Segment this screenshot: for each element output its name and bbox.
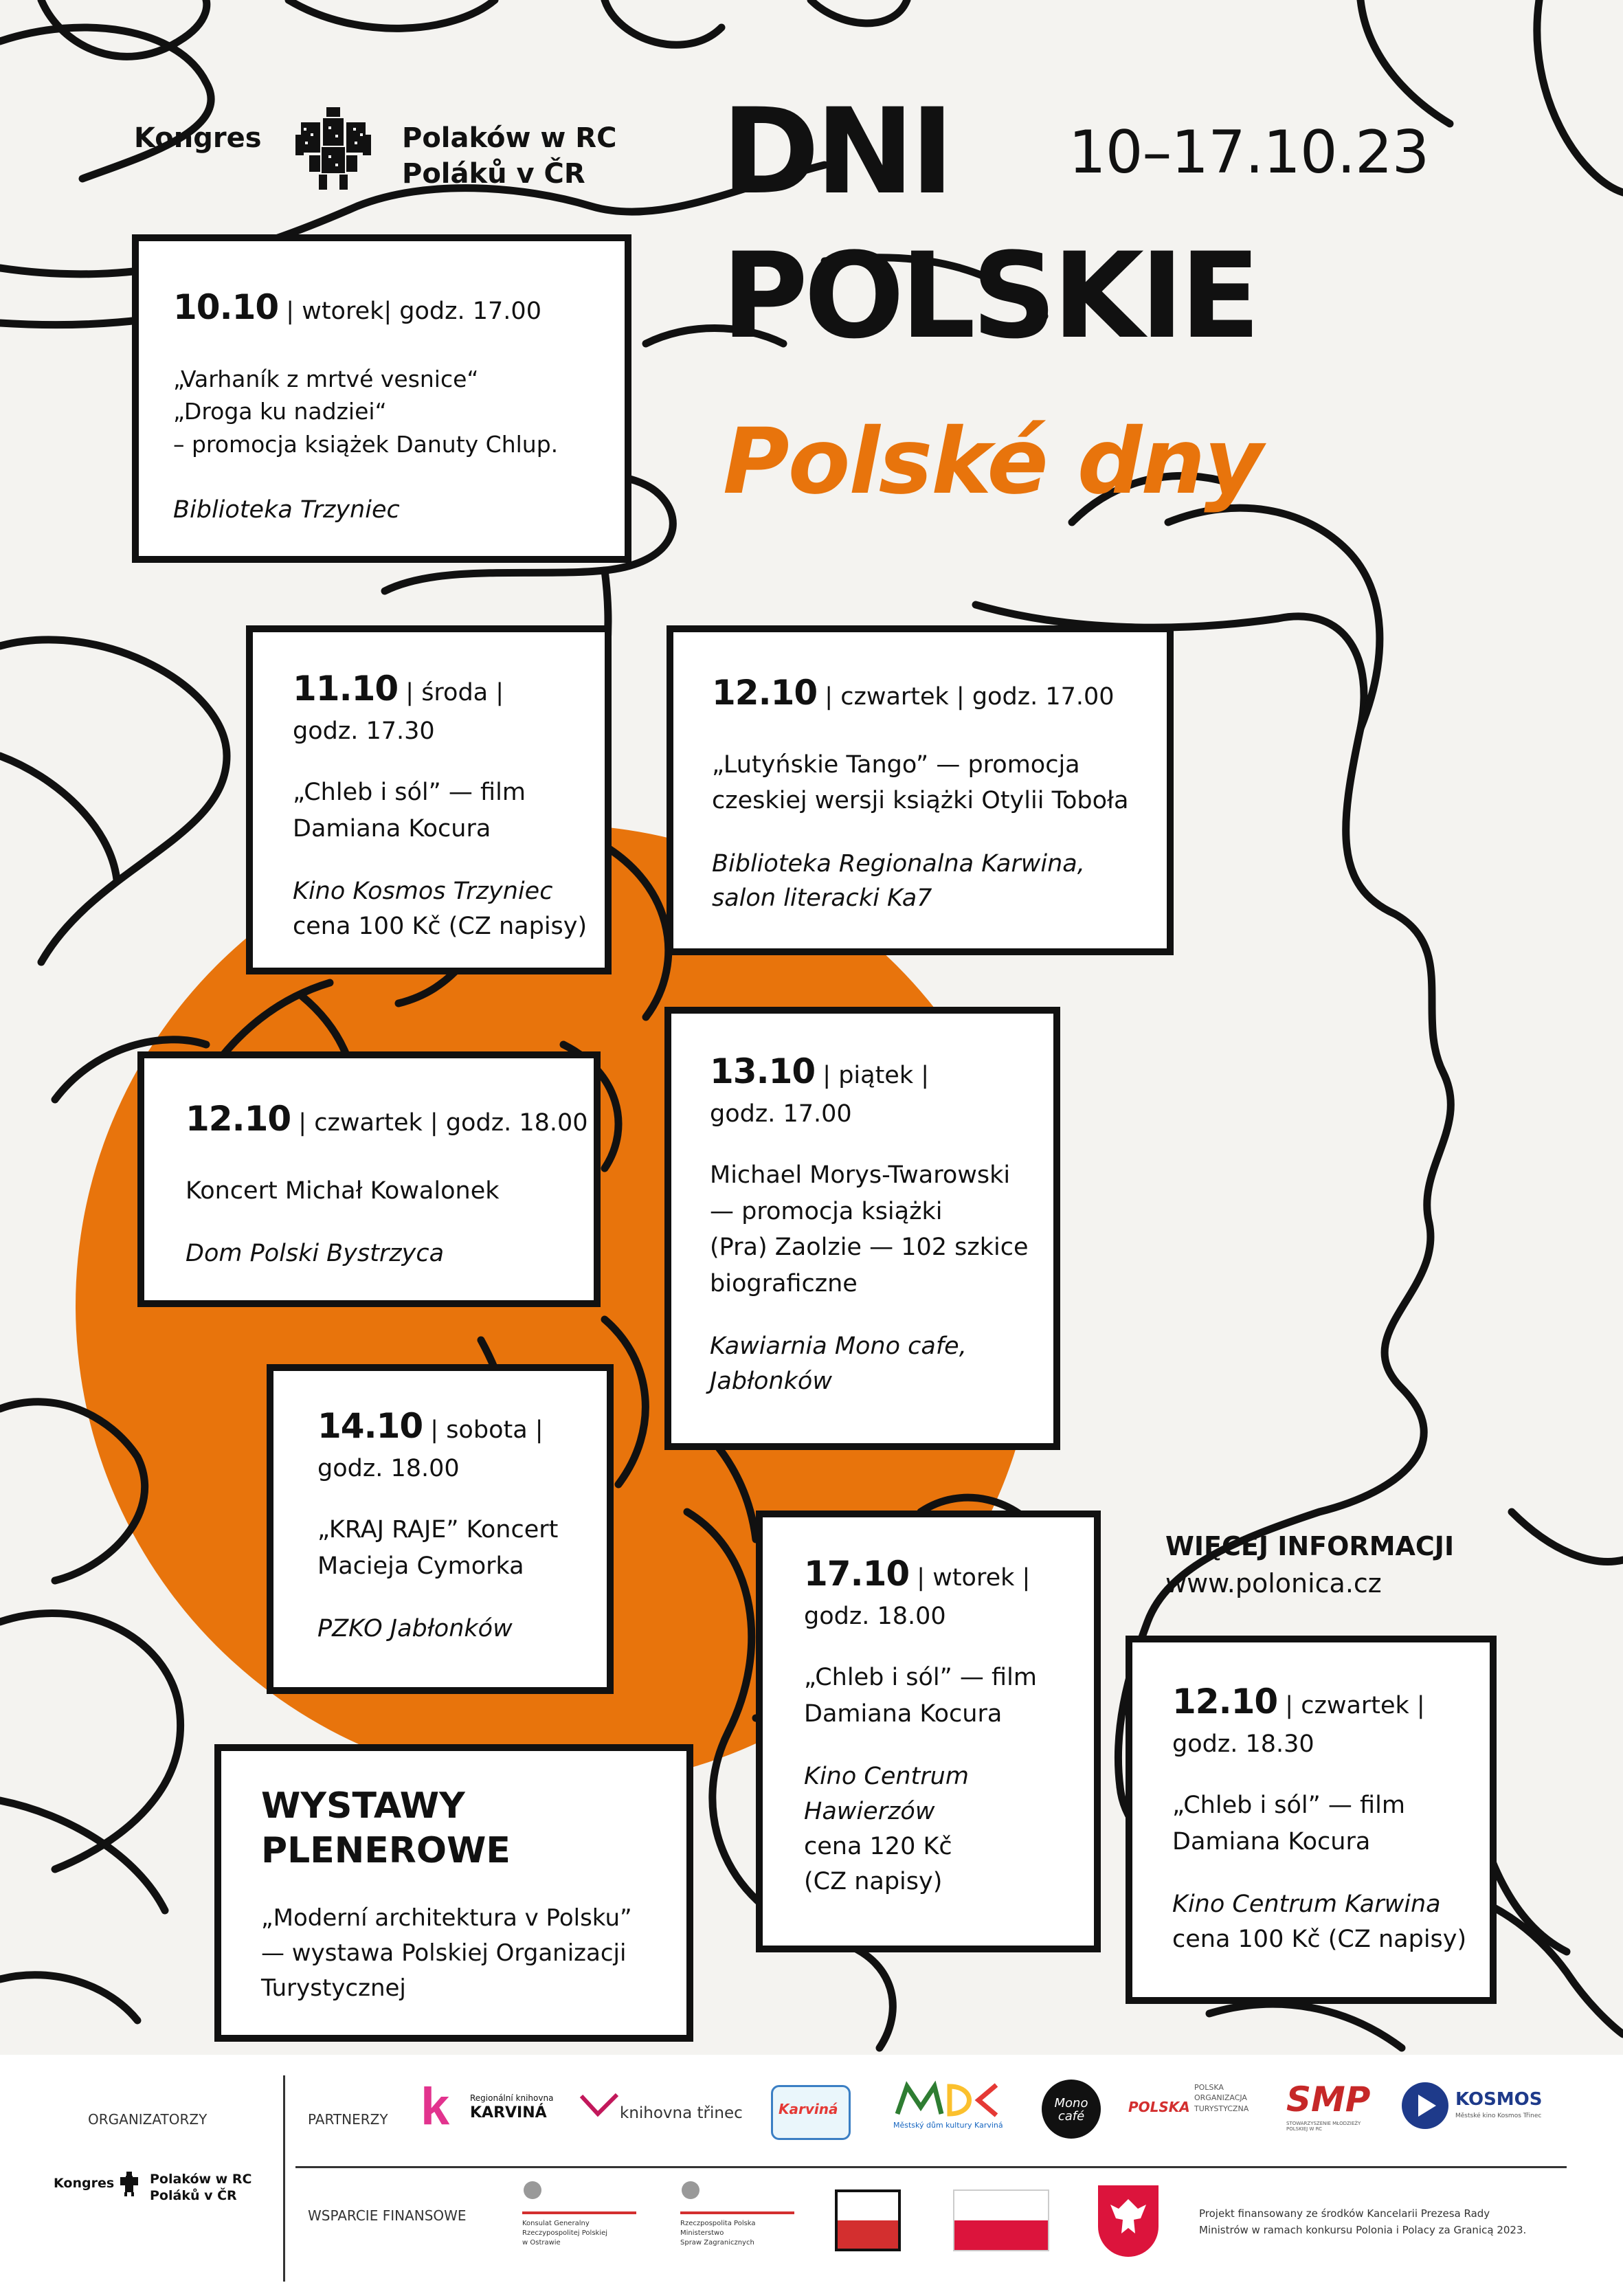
event-body-line: „Chleb i sól” — film: [804, 1664, 1037, 1692]
polish-map-flag-icon: [835, 2189, 901, 2251]
event-place: Kawiarnia Mono cafe,: [710, 1333, 967, 1361]
polish-coat-of-arms-icon: [1098, 2185, 1159, 2257]
partner-karvina2: Karviná: [779, 2101, 838, 2117]
subtitle-polske-dny: Polské dny: [723, 409, 1262, 515]
org-right-line1: Polaków w RC: [402, 122, 617, 154]
event-time: godz. 18.30: [1172, 1730, 1314, 1758]
eagle-emblem-icon: [119, 2172, 139, 2196]
partner-smp-small: STOWARZYSZENIE MŁODZIEŻY POLSKIEJ W RC: [1286, 2121, 1361, 2132]
organizers-label: ORGANIZATORZY: [88, 2111, 208, 2128]
event-body-line: Koncert Michał Kowalonek: [186, 1177, 500, 1205]
more-info-url[interactable]: www.polonica.cz: [1165, 1568, 1382, 1598]
title-polskie: POLSKIE: [721, 227, 1257, 365]
event-body-line: „Chleb i sól” — film: [1172, 1792, 1405, 1820]
partner-karvina: KARVINÁ: [470, 2104, 547, 2121]
partner-mono: Mono café: [1054, 2096, 1088, 2124]
event-body-line: (Pra) Zaolzie — 102 szkice: [710, 1234, 1029, 1262]
event-body-line: „Droga ku nadziei“: [173, 398, 387, 425]
event-meta: | czwartek |: [1277, 1692, 1425, 1719]
partner-trinec: knihovna třinec: [620, 2104, 743, 2122]
partner-kosmos-small: Městské kino Kosmos Třinec: [1455, 2113, 1542, 2119]
event-body-line: „Chleb i sól” — film: [293, 779, 526, 807]
event-body-line: Damiana Kocura: [804, 1699, 1003, 1728]
event-body-line: „Varhaník z mrtvé vesnice“: [173, 365, 479, 392]
funding-label: WSPARCIE FINANSOWE: [308, 2207, 467, 2224]
exhibition-title-line1: WYSTAWY: [261, 1785, 465, 1827]
event-date: 10.10: [173, 287, 279, 327]
event-body-line: „KRAJ RAJE” Koncert: [317, 1516, 559, 1544]
ministry-line: Ministerstwo: [680, 2229, 724, 2237]
event-body-line: „Lutyńskie Tango” — promocja: [712, 750, 1080, 779]
event-body-line: czeskiej wersji książki Otylii Toboła: [712, 787, 1129, 814]
funding-logo-consulate: [522, 2180, 639, 2262]
partner-karvina-small: Regionální knihovna: [470, 2093, 554, 2103]
event-time: godz. 18.00: [317, 1454, 460, 1482]
event-body-line: Macieja Cymorka: [317, 1552, 524, 1580]
event-place-line2: Hawierzów: [804, 1798, 935, 1825]
event-body-highlight: [159, 359, 604, 466]
partner-mdk: Městský dům kultury Karviná: [893, 2121, 1003, 2130]
event-place-line2: Jabłonków: [710, 1368, 832, 1395]
event-meta: | czwartek | godz. 18.00: [291, 1109, 588, 1137]
event-body-line: — promocja książki: [710, 1197, 943, 1225]
exhibition-body-line: — wystawa Polskiej Organizacji: [261, 1939, 627, 1967]
event-time: godz. 18.00: [804, 1602, 946, 1630]
event-date: 11.10: [293, 669, 399, 709]
eagle-emblem-icon: [680, 2180, 701, 2203]
partner-smp: SMP: [1286, 2080, 1371, 2119]
event-body-line: Damiana Kocura: [293, 814, 491, 843]
polish-flag-icon: [953, 2189, 1049, 2251]
consulate-line: w Ostrawie: [522, 2239, 561, 2247]
eagle-emblem-icon: [522, 2180, 543, 2203]
event-meta: | sobota |: [423, 1416, 544, 1444]
event-meta: | czwartek | godz. 17.00: [817, 683, 1115, 711]
event-date: 12.10: [1172, 1682, 1278, 1721]
exhibition-body-line: Turystycznej: [261, 1974, 406, 2002]
partner-kosmos: KOSMOS: [1455, 2089, 1543, 2110]
partner-logo-karvina-library: [421, 2077, 558, 2136]
event-card: [246, 625, 612, 974]
partner-logo-mono-cafe: [1042, 2080, 1101, 2139]
exhibition-body-line: „Moderní architektura v Polsku”: [261, 1904, 632, 1932]
consulate-bar: [522, 2211, 636, 2214]
org-left-text: Kongres: [134, 122, 262, 154]
event-price: cena 120 Kč: [804, 1832, 952, 1860]
ministry-line: Rzeczpospolita Polska: [680, 2220, 756, 2227]
more-info-heading: WIĘCEJ INFORMACJI: [1165, 1531, 1455, 1561]
consulate-line: Konsulat Generalny: [522, 2220, 590, 2227]
event-price-line2: (CZ napisy): [804, 1867, 943, 1895]
event-body-line: – promocja książek Danuty Chlup.: [173, 431, 559, 458]
event-place: Dom Polski Bystrzyca: [186, 1240, 445, 1267]
footer: [0, 2055, 1623, 2296]
partner-logo-mdk: [893, 2080, 1010, 2141]
ministry-line: Spraw Zagranicznych: [680, 2239, 754, 2247]
event-date: 13.10: [710, 1051, 816, 1091]
partner-logo-pot: [1128, 2082, 1266, 2137]
event-price: cena 100 Kč (CZ napisy): [293, 913, 587, 940]
karvina-k-icon: k: [421, 2077, 450, 2136]
event-place: Biblioteka Regionalna Karwina,: [712, 849, 1085, 878]
mdk-icon: [893, 2080, 1003, 2118]
partner-logo-trinec: [579, 2096, 750, 2130]
event-place: Kino Centrum Karwina: [1172, 1891, 1441, 1919]
event-card: [132, 234, 631, 563]
event-card: [267, 1364, 614, 1694]
event-place: PZKO Jabłonków: [317, 1615, 513, 1643]
event-meta: | wtorek |: [909, 1564, 1031, 1592]
event-card: [1126, 1636, 1497, 2004]
project-text-line: Ministrów w ramach konkursu Polonia i Polacy za Granicą 2023.: [1199, 2224, 1527, 2236]
consulate-line: Rzeczypospolitej Polskiej: [522, 2229, 608, 2237]
footer-org-logo: [54, 2172, 273, 2213]
partner-polska: POLSKA: [1128, 2099, 1190, 2115]
event-card: [756, 1511, 1101, 1952]
event-date: 12.10: [712, 673, 818, 713]
event-date: 14.10: [317, 1406, 423, 1446]
footer-org-right1: Polaków w RC: [150, 2172, 252, 2187]
event-card: [664, 1007, 1060, 1450]
event-place-line2: salon literacki Ka7: [712, 884, 932, 913]
footer-divider-vertical: [283, 2075, 285, 2282]
event-date: 12.10: [186, 1099, 291, 1139]
partner-logo-kosmos: [1402, 2082, 1553, 2137]
event-meta: | wtorek| godz. 17.00: [278, 298, 541, 325]
partner-logo-karvina-city: [771, 2085, 851, 2140]
event-meta: | piątek |: [815, 1062, 930, 1089]
title-dni: DNI: [721, 82, 950, 221]
funding-logo-ministry: [680, 2180, 797, 2262]
project-text-line: Projekt finansowany ze środków Kancelarii Prezesa Rady: [1199, 2207, 1490, 2220]
org-right-line2: Poláků v ČR: [402, 158, 585, 190]
kosmos-play-icon: [1402, 2082, 1448, 2129]
partner-logo-smp: [1286, 2082, 1376, 2137]
ministry-bar: [680, 2211, 794, 2214]
event-date: 17.10: [804, 1554, 910, 1594]
event-price: cena 100 Kč (CZ napisy): [1172, 1926, 1467, 1953]
title-dates: 10–17.10.23: [1068, 118, 1429, 187]
footer-divider-horizontal: [295, 2166, 1567, 2168]
event-card: [667, 625, 1174, 955]
eagle-emblem-icon: [295, 107, 371, 193]
event-card: [137, 1051, 601, 1307]
footer-org-right2: Poláků v ČR: [150, 2188, 237, 2203]
event-body-line: Michael Morys-Twarowski: [710, 1161, 1011, 1190]
event-meta: | środa |: [398, 679, 504, 706]
event-body-line: Damiana Kocura: [1172, 1827, 1371, 1855]
partner-pot: POLSKA ORGANIZACJA TURYSTYCZNA: [1194, 2083, 1249, 2113]
event-place: Kino Centrum: [804, 1763, 969, 1791]
footer-org-left: Kongres: [54, 2176, 115, 2191]
event-body-line: biograficzne: [710, 1269, 858, 1297]
event-place: Biblioteka Trzyniec: [173, 496, 400, 524]
partners-label: PARTNERZY: [308, 2111, 388, 2128]
exhibition-card: [214, 1744, 693, 2042]
event-place: Kino Kosmos Trzyniec: [293, 878, 553, 906]
event-time: godz. 17.30: [293, 717, 435, 745]
event-time: godz. 17.00: [710, 1100, 852, 1128]
trinec-v-icon: [579, 2092, 620, 2119]
exhibition-title-line2: PLENEROWE: [261, 1830, 511, 1871]
